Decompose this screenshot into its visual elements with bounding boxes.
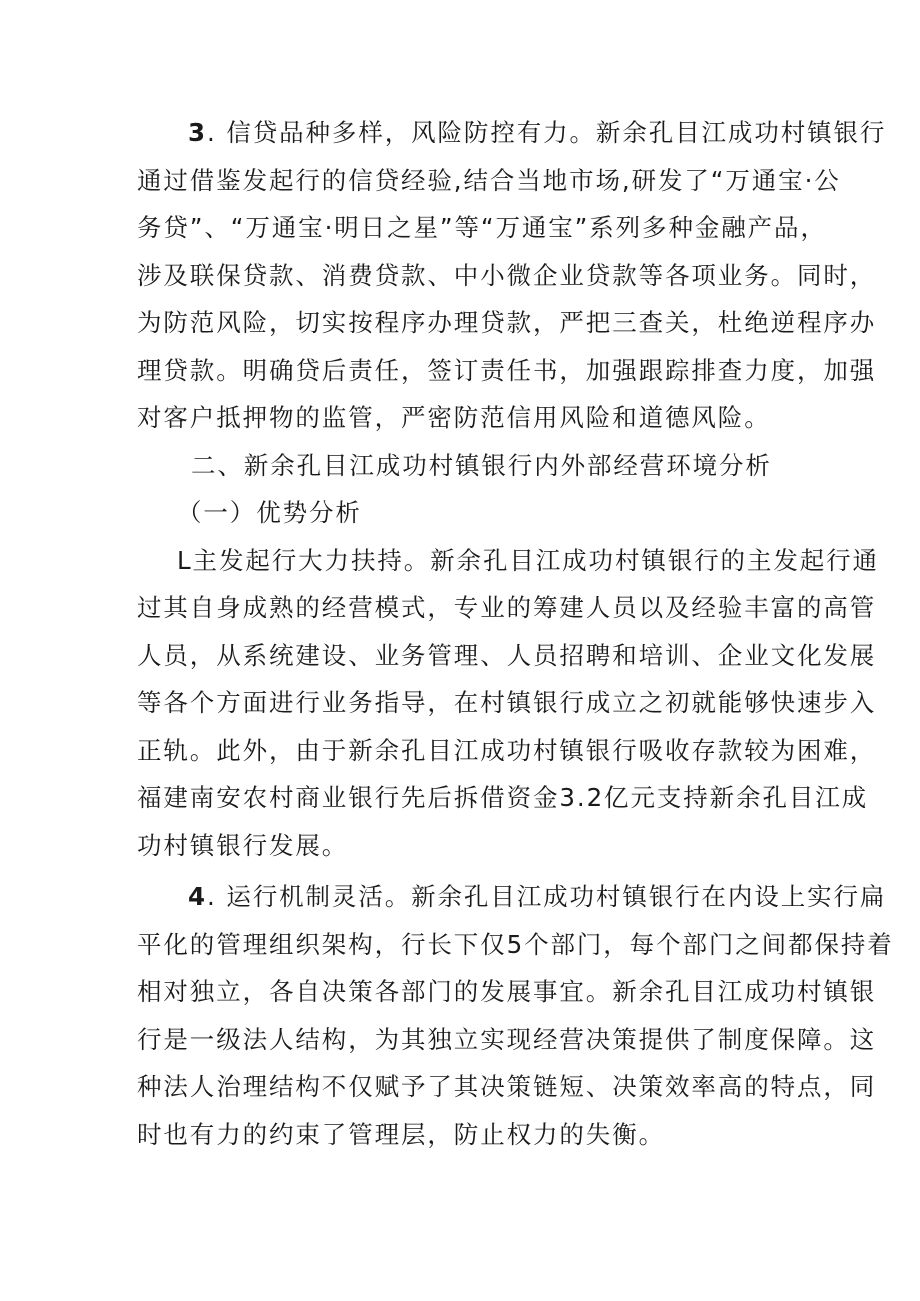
paragraph-parent-bank-support (137, 537, 879, 870)
text-line: 正轨。此外，由于新余孔目江成功村镇银行吸收存款较为困难， (137, 735, 877, 765)
section-heading: 二、新余孔目江成功村镇银行内外部经营环境分析 (191, 450, 772, 480)
subsection-heading: （一）优势分析 (177, 498, 362, 527)
text-line: 行是一级法人结构，为其独立实现经营决策提供了制度保障。这 (137, 1024, 877, 1054)
text-line: 时也有力的约束了管理层，防止权力的失衡。 (137, 1119, 665, 1149)
text-line: 种法人治理结构不仅赋予了其决策链短、决策效率高的特点，同 (137, 1072, 877, 1101)
text-line: 等各个方面进行业务指导，在村镇银行成立之初就能够快速步入 (137, 688, 877, 717)
text-line: 过其自身成熟的经营模式，专业的筹建人员以及经验丰富的高管 (137, 593, 877, 622)
text-line: 平化的管理组织架构，行长下仅5个部门，每个部门之间都保持着 (137, 929, 894, 959)
text-line: 通过借鉴发起行的信贷经验,结合当地市场,研发了“万通宝·公 (137, 165, 841, 195)
text-line: 3. 信贷品种多样，风险防控有力。新余孔目江成功村镇银行 (188, 118, 887, 147)
text-line: L主发起行大力扶持。新余孔目江成功村镇银行的主发起行通 (177, 545, 879, 575)
text-line: 功村镇银行发展。 (137, 830, 349, 860)
text-line: 人员，从系统建设、业务管理、人员招聘和培训、企业文化发展 (137, 640, 877, 670)
text-line: 为防范风险，切实按程序办理贷款，严把三查关，杜绝逆程序办 (137, 308, 877, 337)
text-line: 相对独立，各自决策各部门的发展事宜。新余孔目江成功村镇银 (137, 977, 877, 1006)
text-line: 理贷款。明确贷后责任，签订责任书，加强跟踪排查力度，加强 (137, 355, 877, 385)
text-line: 4. 运行机制灵活。新余孔目江成功村镇银行在内设上实行扁 (188, 882, 887, 911)
text-line: 涉及联保贷款、消费贷款、中小微企业贷款等各项业务。同时， (137, 260, 877, 290)
paragraph-operating-mechanism (137, 873, 894, 1158)
text-line: 福建南安农村商业银行先后拆借资金3.2亿元支持新余孔目江成 (137, 783, 869, 812)
document-body (137, 109, 894, 1158)
text-line: 务贷”、“万通宝·明日之星”等“万通宝”系列多种金融产品， (137, 213, 827, 242)
item-number: 3 (188, 118, 207, 147)
text-line: 对客户抵押物的监管，严密防范信用风险和道德风险。 (137, 403, 771, 432)
item-number: 4 (188, 882, 207, 911)
paragraph-credit-products (137, 109, 887, 442)
